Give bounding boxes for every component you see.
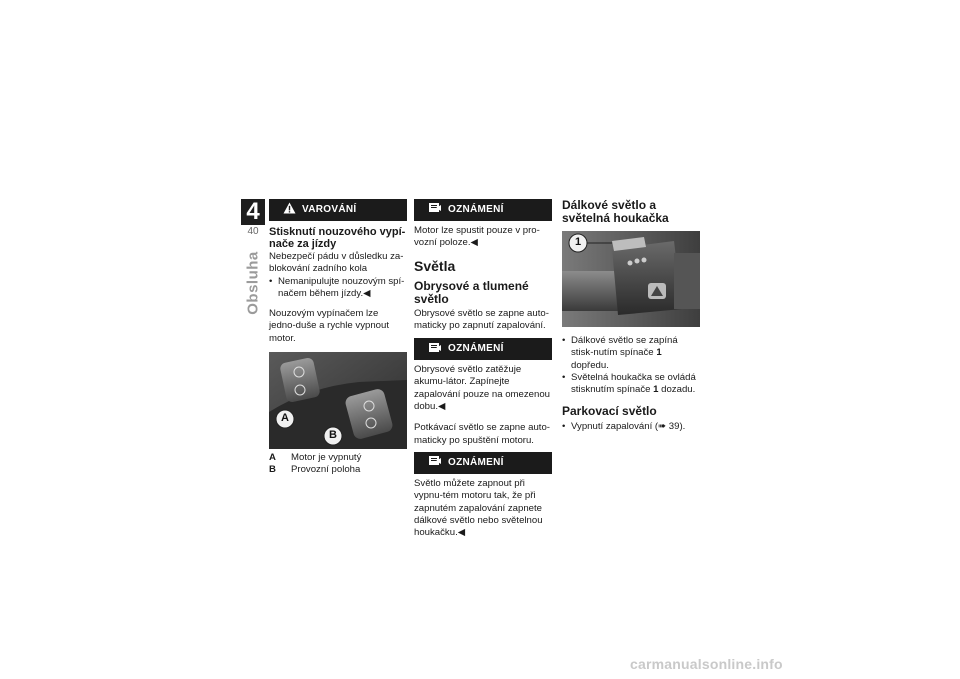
warning-text: Nebezpečí pádu v důsledku za-blokování zadního kola (269, 251, 404, 275)
notice-hand-icon (428, 202, 442, 217)
high-beam-bullet: • Dálkové světlo se zapíná stisk-nutím spínače 1 dopředu. (562, 335, 678, 371)
legend-item: B Provozní poloha (269, 464, 361, 476)
emergency-switch-figure (269, 352, 407, 449)
headlight-flasher-bullet: • Světelná houkačka se ovládá stisknutím spínače 1 dozadu. (562, 371, 696, 396)
warning-banner (269, 199, 407, 221)
column-2 (414, 199, 552, 539)
notice-1-text: Motor lze spustit pouze v pro-vozní poloze.◀ (414, 225, 540, 249)
legend-item: A Motor je vypnutý (269, 452, 362, 464)
notice-hand-icon (428, 455, 442, 470)
notice-3-text: Světlo můžete zapnout při vypnu-tém motoru tak, že při zapnutém zapalování zapnete dálkové světlo nebo světelnou houkačku.◀ (414, 477, 543, 539)
notice-2-text: Obrysové světlo zatěžuje akumu-látor. Zapínejte zapalování pouze na omezenou dobu.◀ (414, 364, 551, 413)
notice-banner-1: OZNÁMENÍ (414, 199, 552, 221)
high-beam-title: Dálkové světlo a světelná houkačka (562, 198, 669, 225)
position-light-text: Obrysové světlo se zapne auto-maticky po zapnutí zapalování. (414, 307, 549, 331)
warning-label: VAROVÁNÍ (302, 203, 357, 215)
column-1 (269, 199, 407, 477)
section-title-lights: Světla (414, 257, 456, 274)
page-number: 40 (247, 226, 259, 237)
emergency-switch-paragraph: Nouzovým vypínačem lze jedno-duše a rychle vypnout motor. (269, 308, 389, 344)
warning-triangle-icon (283, 202, 296, 218)
parking-light-bullet: • Vypnutí zapalování (➠ 39). (562, 421, 686, 433)
warning-bullet: • Nemanipulujte nouzovým spí-načem během jízdy.◀ (269, 275, 405, 299)
notice-banner-3: OZNÁMENÍ (414, 452, 552, 474)
chapter-number: 4 (241, 199, 265, 225)
parking-light-title: Parkovací světlo (562, 404, 657, 419)
low-beam-paragraph: Potkávací světlo se zapne auto-maticky po spuštění motoru. (414, 422, 550, 446)
high-beam-figure (562, 231, 700, 327)
figure-label-1: 1 (574, 236, 582, 248)
subsection-title-position-light: Obrysové a tlumené světlo (414, 278, 529, 306)
chapter-side-label: Obsluha (244, 251, 262, 315)
column-3 (562, 199, 700, 434)
emergency-switch-photo (269, 352, 407, 449)
figure-label-b: B (329, 429, 337, 442)
notice-banner-2: OZNÁMENÍ (414, 338, 552, 360)
notice-hand-icon (428, 342, 442, 357)
watermark: carmanualsonline.info (630, 656, 783, 672)
figure-legend (269, 452, 407, 477)
warning-title: Stisknutí nouzového vypí-nače za jízdy (269, 226, 406, 250)
figure-label-a: A (281, 412, 289, 425)
